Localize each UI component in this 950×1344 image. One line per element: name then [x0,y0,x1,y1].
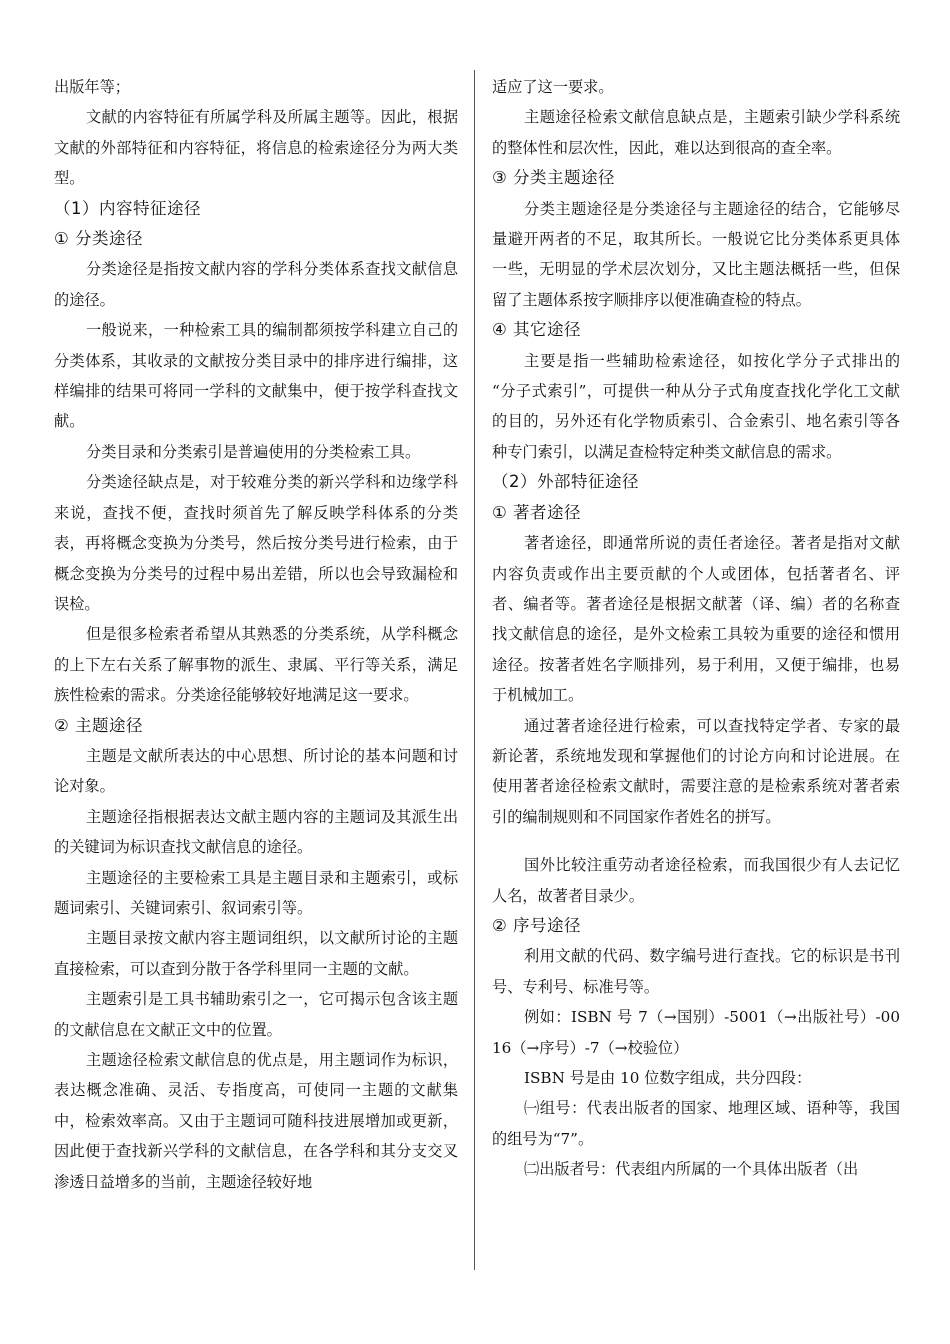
section-heading: （1）内容特征途径 [54,198,201,218]
paragraph: 主题索引是工具书辅助索引之一，它可揭示包含该主题的文献信息在文献正文中的位置。 [54,990,458,1039]
section-heading: ② 主题途径 [54,715,144,735]
paragraph: 一般说来，一种检索工具的编制都须按学科建立自己的分类体系，其收录的文献按分类目录中的排序进行编排，这样编排的结果可将同一学科的文献集中，便于按学科查找文献。 [54,321,458,431]
paragraph: 通过著者途径进行检索，可以查找特定学者、专家的最新论著，系统地发现和掌握他们的讨论方向和讨论进展。在使用著者途径检索文献时，需要注意的是检索系统对著者索引的编制规则和不同国家作者姓名的拼写。 [492,716,900,826]
paragraph: 例如：ISBN 号 7（→国别）-5001（→出版社号）-0016（→序号）-7（→校验位） [492,1008,900,1057]
section-heading: ④ 其它途径 [492,320,582,340]
paragraph: 主题途径指根据表达文献主题内容的主题词及其派生出的关键词为标识查找文献信息的途径。 [54,807,458,857]
left-column [54,72,458,1197]
paragraph: 分类途径是指按文献内容的学科分类体系查找文献信息的途径。 [54,260,458,309]
blank-line [492,832,900,850]
paragraph: 文献的内容特征有所属学科及所属主题等。因此，根据文献的外部特征和内容特征，将信息的检索途径分为两大类型。 [54,108,458,188]
section-heading: ③ 分类主题途径 [492,168,616,188]
paragraph: 分类目录和分类索引是普遍使用的分类检索工具。 [86,442,421,461]
paragraph: 主题是文献所表达的中心思想、所讨论的基本问题和讨论对象。 [54,746,458,796]
paragraph: 著者途径，即通常所说的责任者途径。著者是指对文献内容负责或作出主要贡献的个人或团体，包括著者名、评者、编者等。著者途径是根据文献著（译、编）者的名称查找文献信息的途径，是外文检索工具较为重要的途径和惯用途径。按著者姓名字顺排列，易于利用，又便于编排，也易于机械加工。 [492,534,900,705]
paragraph: 国外比较注重劳动者途径检索，而我国很少有人去记忆人名，故著者目录少。 [492,856,900,905]
paragraph: 适应了这一要求。 [492,78,614,96]
paragraph: 主要是指一些辅助检索途径，如按化学分子式排出的 “分子式索引”，可提供一种从分子式角度查找化学化工文献的目的，另外还有化学物质索引、合金索引、地名索引等各种专门索引，以满足查检特定种类文献信息的需求。 [492,351,900,461]
right-column [492,72,900,1185]
paragraph: 主题目录按文献内容主题词组织，以文献所讨论的主题直接检索，可以查到分散于各学科里同一主题的文献。 [54,929,458,978]
column-divider [474,70,475,1270]
section-heading: ② 序号途径 [492,915,582,935]
paragraph: ㈠组号：代表出版者的国家、地理区域、语种等，我国的组号为“7”。 [492,1099,900,1148]
paragraph: 主题途径检索文献信息缺点是，主题索引缺少学科系统的整体性和层次性，因此，难以达到很高的查全率。 [492,108,900,157]
paragraph: 分类途径缺点是，对于较难分类的新兴学科和边缘学科来说，查找不便，查找时须首先了解反映学科体系的分类表，再将概念变换为分类号，然后按分类号进行检索，由于概念变换为分类号的过程中易出差错，所以也会导致漏检和误检。 [54,473,458,613]
section-heading: （2）外部特征途径 [492,472,639,492]
paragraph: 利用文献的代码、数字编号进行查找。它的标识是书刊号、专利号、标准号等。 [492,947,900,996]
paragraph: 但是很多检索者希望从其熟悉的分类系统，从学科概念的上下左右关系了解事物的派生、隶属、平行等关系，满足族性检索的需求。分类途径能够较好地满足这一要求。 [54,625,458,705]
paragraph: 出版年等； [54,78,130,96]
paragraph: ISBN 号是由 10 位数字组成，共分四段： [524,1069,812,1087]
section-heading: ① 分类途径 [54,229,144,249]
section-heading: ① 著者途径 [492,502,582,522]
paragraph: ㈡出版者号：代表组内所属的一个具体出版者（出 [524,1160,859,1179]
paragraph: 主题途径的主要检索工具是主题目录和主题索引，或标题词索引、关键词索引、叙词索引等。 [54,868,458,917]
paragraph: 主题途径检索文献信息的优点是，用主题词作为标识，表达概念准确、灵活、专指度高，可使同一主题的文献集中，检索效率高。又由于主题词可随科技进展增加或更新，因此便于查找新兴学科的文献信息，在各学科和其分支交叉渗透日益增多的当前，主题途径较好地 [54,1051,458,1191]
paragraph: 分类主题途径是分类途径与主题途径的结合，它能够尽量避开两者的不足，取其所长。一般说它比分类体系更具体一些，无明显的学术层次划分，又比主题法概括一些，但保留了主题体系按字顺排序以便准确查检的特点。 [492,199,900,309]
